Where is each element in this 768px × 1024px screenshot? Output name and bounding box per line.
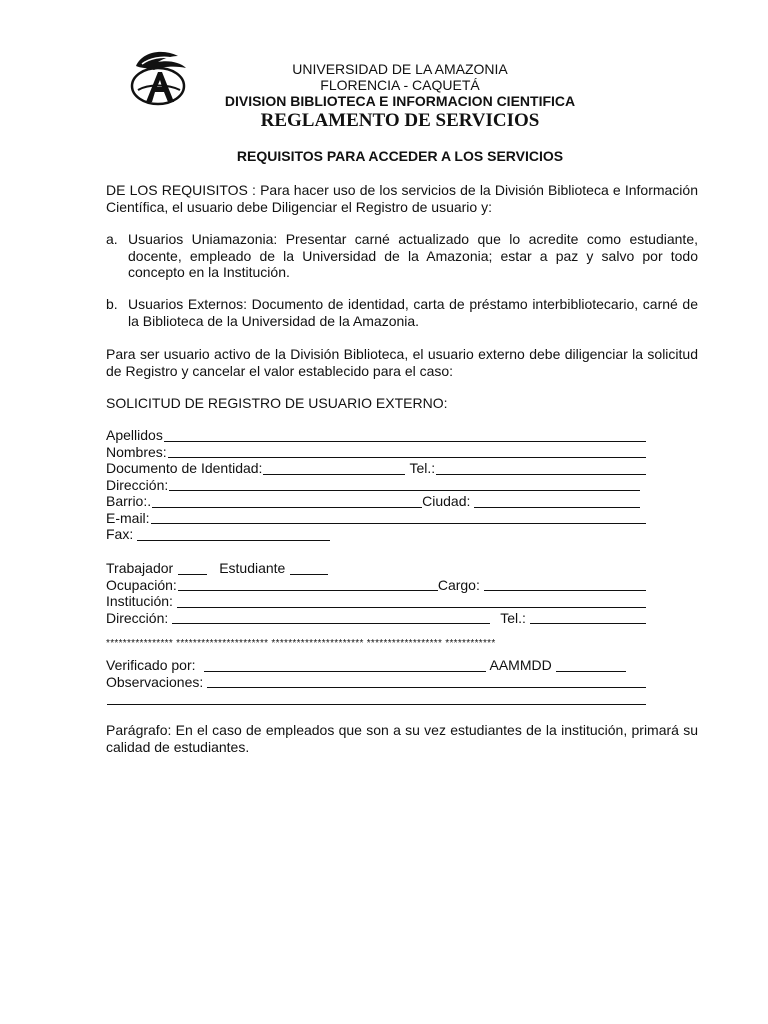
verification-form xyxy=(106,657,646,707)
tel-label: Tel.: xyxy=(409,460,436,476)
requirement-item-b xyxy=(106,296,698,329)
cargo-field[interactable] xyxy=(484,578,646,591)
ciudad-label: Ciudad: xyxy=(422,493,471,509)
tel-field[interactable] xyxy=(436,462,646,475)
employment-form xyxy=(106,560,646,626)
institucion-label: Institución: xyxy=(106,593,173,609)
direccion2-field[interactable] xyxy=(172,611,490,624)
active-user-paragraph: Para ser usuario activo de la División Biblioteca, el usuario externo debe diligenciar la solicitud de Registro y cancelar el valor establecido para el caso: xyxy=(106,346,698,379)
list-text: Usuarios Externos: Documento de identidad, carta de préstamo interbibliotecario, carné de la Biblioteca de la Universidad de la Amazonia. xyxy=(128,296,698,329)
verificado-row xyxy=(106,657,646,674)
estudiante-label: Estudiante xyxy=(219,560,286,576)
city-name: FLORENCIA - CAQUETÁ xyxy=(320,77,480,93)
trabajador-field[interactable] xyxy=(178,562,207,575)
form-title: SOLICITUD DE REGISTRO DE USUARIO EXTERNO: xyxy=(106,395,448,411)
email-row xyxy=(106,510,646,527)
type-row xyxy=(106,560,646,577)
aammdd-field[interactable] xyxy=(556,659,626,672)
fax-field[interactable] xyxy=(137,528,330,541)
trabajador-label: Trabajador xyxy=(106,560,174,576)
documento-row xyxy=(106,460,646,477)
paragrafo-paragraph: Parágrafo: En el caso de empleados que son a su vez estudiantes de la institución, primará su calidad de estudiantes. xyxy=(106,722,698,755)
nombres-field[interactable] xyxy=(168,445,646,458)
tel2-field[interactable] xyxy=(530,611,646,624)
division-name: DIVISION BIBLIOTECA E INFORMACION CIENTIFICA xyxy=(224,93,576,109)
section-title: REQUISITOS PARA ACCEDER A LOS SERVICIOS xyxy=(236,148,564,164)
list-label: b. xyxy=(106,296,118,312)
estudiante-field[interactable] xyxy=(290,562,328,575)
cargo-label: Cargo: xyxy=(437,576,480,593)
university-name: UNIVERSIDAD DE LA AMAZONIA xyxy=(292,61,508,77)
list-text: Usuarios Uniamazonia: Presentar carné actualizado que lo acredite como estudiante, docente, empleado de la Universidad de la Amazonia; estar a paz y salvo por todo concepto en la Institución. xyxy=(128,231,698,280)
document-title: REGLAMENTO DE SERVICIOS xyxy=(260,110,540,131)
tel2-label: Tel.: xyxy=(500,609,526,626)
documento-label: Documento de Identidad: xyxy=(106,460,263,476)
observaciones-field[interactable] xyxy=(207,675,646,688)
institucion-row xyxy=(106,593,646,610)
verificado-field[interactable] xyxy=(204,659,486,672)
nombres-row xyxy=(106,444,646,461)
fax-label: Fax: xyxy=(106,526,134,542)
direccion2-label: Dirección: xyxy=(106,609,169,626)
aammdd-label: AAMMDD xyxy=(489,657,552,673)
observaciones-extra-field[interactable] xyxy=(107,692,646,705)
fax-row xyxy=(106,526,646,543)
direccion-row xyxy=(106,477,646,494)
documento-field[interactable] xyxy=(263,462,405,475)
direccion-field[interactable] xyxy=(169,478,640,491)
email-label: E-mail: xyxy=(106,509,150,526)
apellidos-field[interactable] xyxy=(164,429,646,442)
ocupacion-label: Ocupación: xyxy=(106,576,177,593)
ocupacion-field[interactable] xyxy=(178,578,438,591)
apellidos-label: Apellidos xyxy=(106,427,163,443)
observaciones-label: Observaciones: xyxy=(106,673,204,690)
apellidos-row xyxy=(106,427,646,444)
observaciones-row xyxy=(106,674,646,691)
direccion2-row xyxy=(106,610,646,627)
registration-form xyxy=(106,427,646,543)
ciudad-field[interactable] xyxy=(474,495,640,508)
requirement-item-a xyxy=(106,231,698,281)
barrio-field[interactable] xyxy=(152,495,422,508)
barrio-label: Barrio:. xyxy=(106,493,152,509)
ocupacion-row xyxy=(106,577,646,594)
list-label: a. xyxy=(106,231,118,247)
barrio-row xyxy=(106,493,646,510)
document-header xyxy=(0,61,768,132)
intro-paragraph: DE LOS REQUISITOS : Para hacer uso de los servicios de la División Biblioteca e Información Científica, el usuario debe Diligenciar el Registro de usuario y: xyxy=(106,182,698,215)
institucion-field[interactable] xyxy=(177,595,646,608)
nombres-label: Nombres: xyxy=(106,443,167,460)
observaciones-extra-row xyxy=(106,690,646,707)
email-field[interactable] xyxy=(151,511,646,524)
direccion-label: Dirección: xyxy=(106,476,169,493)
separator-stars: **************** ********************** ********************** ****************** ************ xyxy=(106,638,496,649)
verificado-label: Verificado por: xyxy=(106,657,196,673)
